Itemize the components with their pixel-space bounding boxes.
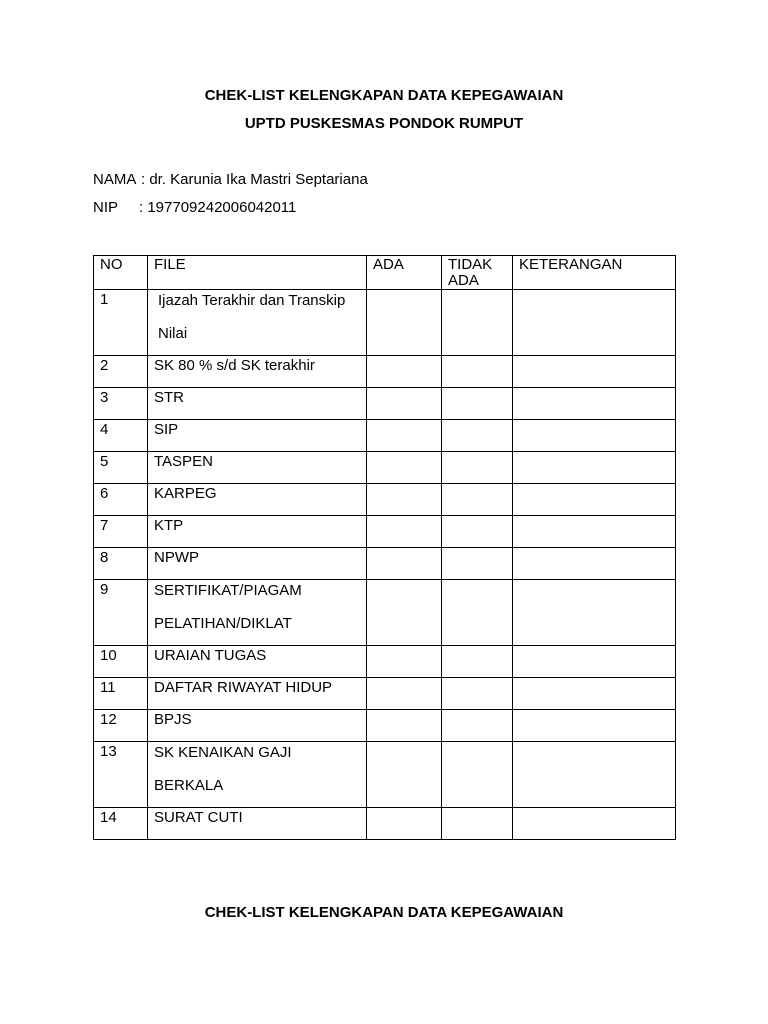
row-keterangan-cell[interactable]	[513, 356, 676, 388]
row-no: 9	[94, 580, 148, 646]
name-label: NAMA	[93, 171, 137, 188]
row-file	[148, 580, 367, 646]
checklist-table	[93, 255, 676, 840]
row-file-text: SK KENAIKAN GAJI BERKALA	[154, 744, 292, 794]
row-ada-cell[interactable]	[367, 420, 442, 452]
row-file: SURAT CUTI	[148, 808, 367, 840]
row-keterangan-cell[interactable]	[513, 808, 676, 840]
row-no: 14	[94, 808, 148, 840]
document-title: CHEK-LIST KELENGKAPAN DATA KEPEGAWAIAN	[204, 87, 564, 104]
row-ada-cell[interactable]	[367, 678, 442, 710]
row-file	[148, 290, 367, 356]
table-row	[94, 420, 676, 452]
row-ada-cell[interactable]	[367, 516, 442, 548]
table-row	[94, 356, 676, 388]
row-ada-cell[interactable]	[367, 646, 442, 678]
table-row	[94, 290, 676, 356]
nip-value: : 197709242006042011	[139, 199, 297, 216]
row-ada-cell[interactable]	[367, 710, 442, 742]
row-keterangan-cell[interactable]	[513, 710, 676, 742]
row-keterangan-cell[interactable]	[513, 516, 676, 548]
row-tidak-ada-cell[interactable]	[442, 548, 513, 580]
row-file: URAIAN TUGAS	[148, 646, 367, 678]
row-no: 3	[94, 388, 148, 420]
row-no: 8	[94, 548, 148, 580]
table-row	[94, 516, 676, 548]
row-ada-cell[interactable]	[367, 452, 442, 484]
row-tidak-ada-cell[interactable]	[442, 388, 513, 420]
row-no: 2	[94, 356, 148, 388]
row-ada-cell[interactable]	[367, 290, 442, 356]
row-no: 6	[94, 484, 148, 516]
table-row	[94, 710, 676, 742]
row-keterangan-cell[interactable]	[513, 548, 676, 580]
row-file-text: Ijazah Terakhir dan Transkip Nilai	[158, 292, 346, 342]
row-no: 7	[94, 516, 148, 548]
row-file: KARPEG	[148, 484, 367, 516]
nip-label: NIP	[93, 199, 119, 216]
table-row	[94, 742, 676, 808]
row-ada-cell[interactable]	[367, 580, 442, 646]
row-file: TASPEN	[148, 452, 367, 484]
row-tidak-ada-cell[interactable]	[442, 710, 513, 742]
table-row	[94, 388, 676, 420]
row-ada-cell[interactable]	[367, 356, 442, 388]
next-page-title: CHEK-LIST KELENGKAPAN DATA KEPEGAWAIAN	[204, 904, 564, 921]
header-no: NO	[94, 256, 148, 290]
row-keterangan-cell[interactable]	[513, 742, 676, 808]
row-keterangan-cell[interactable]	[513, 646, 676, 678]
row-tidak-ada-cell[interactable]	[442, 452, 513, 484]
row-ada-cell[interactable]	[367, 484, 442, 516]
row-tidak-ada-cell[interactable]	[442, 808, 513, 840]
table-row	[94, 678, 676, 710]
header-file: FILE	[148, 256, 367, 290]
table-row	[94, 808, 676, 840]
row-tidak-ada-cell[interactable]	[442, 484, 513, 516]
row-no: 11	[94, 678, 148, 710]
row-file: KTP	[148, 516, 367, 548]
row-tidak-ada-cell[interactable]	[442, 742, 513, 808]
row-file: DAFTAR RIWAYAT HIDUP	[148, 678, 367, 710]
row-no: 4	[94, 420, 148, 452]
row-ada-cell[interactable]	[367, 742, 442, 808]
row-tidak-ada-cell[interactable]	[442, 356, 513, 388]
row-file: BPJS	[148, 710, 367, 742]
row-keterangan-cell[interactable]	[513, 484, 676, 516]
row-tidak-ada-cell[interactable]	[442, 420, 513, 452]
row-tidak-ada-cell[interactable]	[442, 290, 513, 356]
employee-name-line	[93, 171, 368, 189]
row-file: SK 80 % s/d SK terakhir	[148, 356, 367, 388]
row-file: NPWP	[148, 548, 367, 580]
row-tidak-ada-cell[interactable]	[442, 516, 513, 548]
row-ada-cell[interactable]	[367, 388, 442, 420]
row-file: STR	[148, 388, 367, 420]
row-no: 10	[94, 646, 148, 678]
row-no: 13	[94, 742, 148, 808]
row-keterangan-cell[interactable]	[513, 388, 676, 420]
header-tidak-ada: TIDAK ADA	[442, 256, 513, 290]
row-keterangan-cell[interactable]	[513, 580, 676, 646]
row-ada-cell[interactable]	[367, 548, 442, 580]
row-tidak-ada-cell[interactable]	[442, 646, 513, 678]
row-ada-cell[interactable]	[367, 808, 442, 840]
row-keterangan-cell[interactable]	[513, 420, 676, 452]
row-keterangan-cell[interactable]	[513, 678, 676, 710]
table-row	[94, 484, 676, 516]
table-row	[94, 452, 676, 484]
row-tidak-ada-cell[interactable]	[442, 580, 513, 646]
table-header-row	[94, 256, 676, 290]
row-keterangan-cell[interactable]	[513, 290, 676, 356]
name-value: : dr. Karunia Ika Mastri Septariana	[141, 171, 368, 188]
table-row	[94, 646, 676, 678]
row-no: 1	[94, 290, 148, 356]
row-tidak-ada-cell[interactable]	[442, 678, 513, 710]
row-no: 12	[94, 710, 148, 742]
row-file-text: SERTIFIKAT/PIAGAM PELATIHAN/DIKLAT	[154, 582, 302, 632]
row-keterangan-cell[interactable]	[513, 452, 676, 484]
table-row	[94, 548, 676, 580]
table-row	[94, 580, 676, 646]
row-no: 5	[94, 452, 148, 484]
header-ada: ADA	[367, 256, 442, 290]
document-subtitle: UPTD PUSKESMAS PONDOK RUMPUT	[244, 115, 524, 132]
employee-nip-line	[93, 199, 296, 217]
header-keterangan: KETERANGAN	[513, 256, 676, 290]
row-file: SIP	[148, 420, 367, 452]
row-file	[148, 742, 367, 808]
